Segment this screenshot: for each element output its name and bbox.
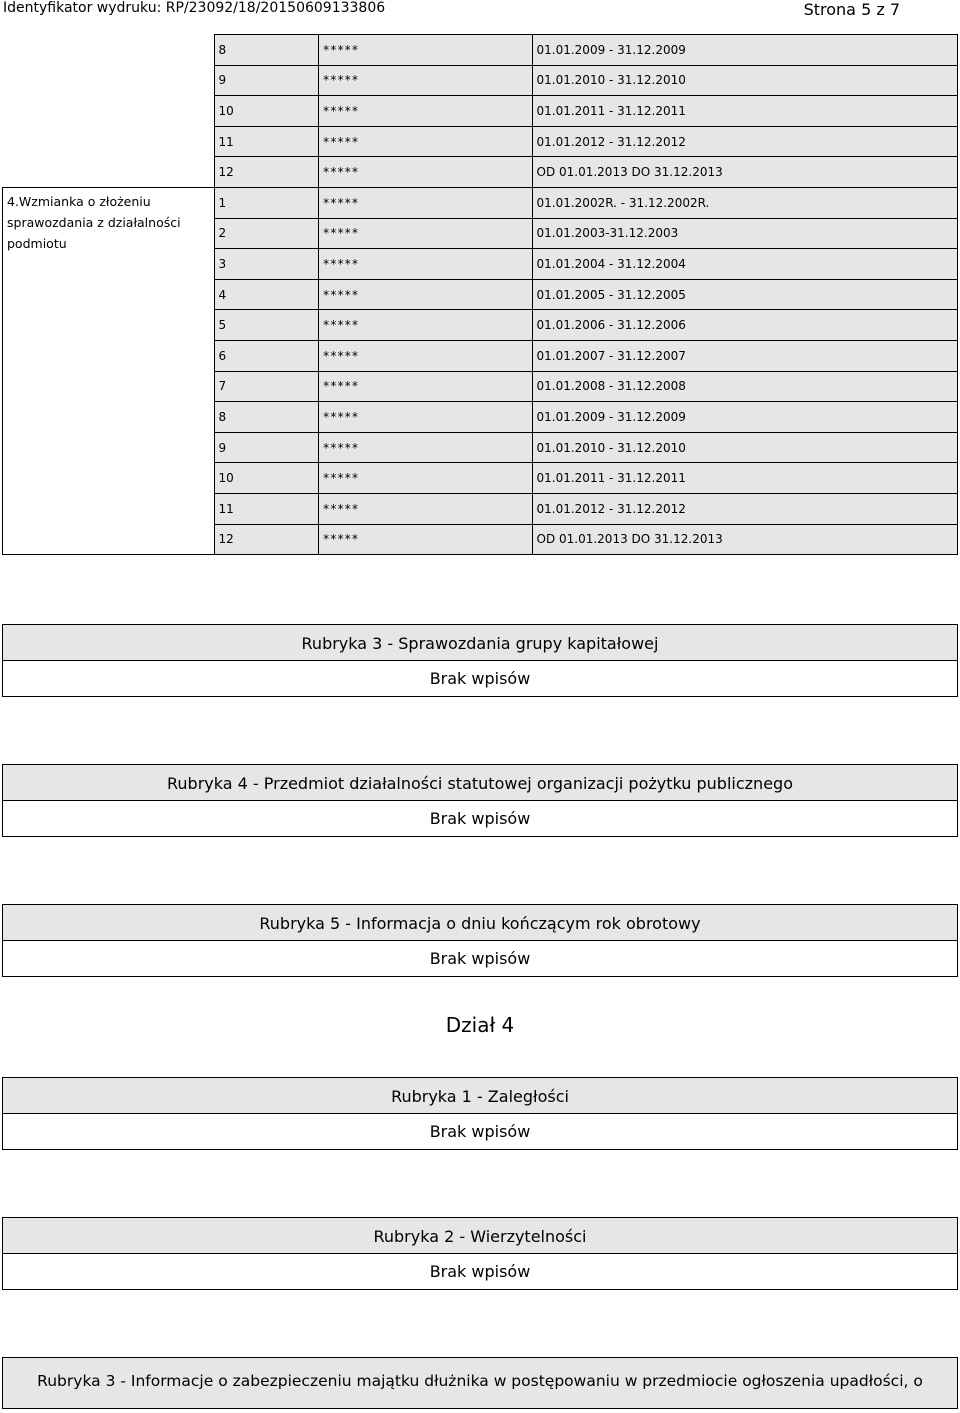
- row-value: *****: [318, 524, 532, 555]
- row-number: 10: [214, 463, 318, 494]
- print-identifier: Identyfikator wydruku: RP/23092/18/20150609133806: [3, 0, 386, 16]
- row-number: 5: [214, 310, 318, 341]
- row-period: 01.01.2005 - 31.12.2005: [532, 279, 958, 310]
- row-period: 01.01.2002R. - 31.12.2002R.: [532, 187, 958, 218]
- reports-table: [2, 34, 958, 555]
- row-number: 3: [214, 249, 318, 280]
- row-number: 2: [214, 218, 318, 249]
- row-period: 01.01.2011 - 31.12.2011: [532, 463, 958, 494]
- section-title: Rubryka 2 - Wierzytelności: [3, 1218, 957, 1254]
- row-value: *****: [318, 340, 532, 371]
- row-value: *****: [318, 402, 532, 433]
- row-number: 1: [214, 187, 318, 218]
- row-value: *****: [318, 218, 532, 249]
- section-rubryka-4: [2, 764, 958, 837]
- row-period: 01.01.2012 - 31.12.2012: [532, 126, 958, 157]
- row-period: OD 01.01.2013 DO 31.12.2013: [532, 524, 958, 555]
- row-period: 01.01.2003-31.12.2003: [532, 218, 958, 249]
- row-value: *****: [318, 157, 532, 188]
- section-rubryka-5: [2, 904, 958, 977]
- table-row: [3, 35, 958, 66]
- section-rubryka-3: [2, 624, 958, 697]
- section-title: Rubryka 3 - Sprawozdania grupy kapitałowej: [3, 625, 957, 661]
- row-value: *****: [318, 371, 532, 402]
- row-value: *****: [318, 463, 532, 494]
- section-body: Brak wpisów: [429, 809, 531, 828]
- row-number: 12: [214, 524, 318, 555]
- row-number: 11: [214, 126, 318, 157]
- row-number: 6: [214, 340, 318, 371]
- row-period: OD 01.01.2013 DO 31.12.2013: [532, 157, 958, 188]
- row-period: 01.01.2010 - 31.12.2010: [532, 432, 958, 463]
- row-value: *****: [318, 35, 532, 66]
- section-body: Brak wpisów: [429, 949, 531, 968]
- row-period: 01.01.2007 - 31.12.2007: [532, 340, 958, 371]
- row-period: 01.01.2008 - 31.12.2008: [532, 371, 958, 402]
- section-title: Rubryka 4 - Przedmiot działalności statutowej organizacji pożytku publicznego: [3, 765, 957, 801]
- row-value: *****: [318, 279, 532, 310]
- row-number: 9: [214, 65, 318, 96]
- row-number: 12: [214, 157, 318, 188]
- dzial-heading: Dział 4: [445, 1013, 515, 1037]
- row-value: *****: [318, 65, 532, 96]
- left-column-empty: [3, 35, 215, 188]
- page-header: [0, 0, 960, 22]
- row-period: 01.01.2010 - 31.12.2010: [532, 65, 958, 96]
- row-period: 01.01.2004 - 31.12.2004: [532, 249, 958, 280]
- section-body: Brak wpisów: [429, 1262, 531, 1281]
- row-number: 9: [214, 432, 318, 463]
- row-number: 4: [214, 279, 318, 310]
- row-value: *****: [318, 432, 532, 463]
- row-number: 7: [214, 371, 318, 402]
- section-dzial4-rubryka-3: [2, 1357, 958, 1409]
- section-label: 4.Wzmianka o złożeniu sprawozdania z działalności podmiotu: [3, 187, 215, 554]
- row-period: 01.01.2009 - 31.12.2009: [532, 35, 958, 66]
- section-body: Brak wpisów: [429, 1122, 531, 1141]
- section-dzial4-rubryka-1: [2, 1077, 958, 1150]
- row-period: 01.01.2011 - 31.12.2011: [532, 96, 958, 127]
- row-value: *****: [318, 249, 532, 280]
- row-value: *****: [318, 310, 532, 341]
- row-period: 01.01.2009 - 31.12.2009: [532, 402, 958, 433]
- row-value: *****: [318, 96, 532, 127]
- section-dzial4-rubryka-2: [2, 1217, 958, 1290]
- row-value: *****: [318, 187, 532, 218]
- row-number: 8: [214, 402, 318, 433]
- row-period: 01.01.2012 - 31.12.2012: [532, 493, 958, 524]
- section-title: Rubryka 5 - Informacja o dniu kończącym rok obrotowy: [3, 905, 957, 941]
- table-row: [3, 187, 958, 218]
- section-title: Rubryka 1 - Zaległości: [3, 1078, 957, 1114]
- row-period: 01.01.2006 - 31.12.2006: [532, 310, 958, 341]
- section-body: Brak wpisów: [429, 669, 531, 688]
- row-value: *****: [318, 126, 532, 157]
- page-number: Strona 5 z 7: [803, 0, 900, 19]
- row-number: 11: [214, 493, 318, 524]
- section-title: Rubryka 3 - Informacje o zabezpieczeniu majątku dłużnika w postępowaniu w przedmiocie ogłoszenia upadłości, o: [3, 1358, 957, 1408]
- row-number: 10: [214, 96, 318, 127]
- row-value: *****: [318, 493, 532, 524]
- row-number: 8: [214, 35, 318, 66]
